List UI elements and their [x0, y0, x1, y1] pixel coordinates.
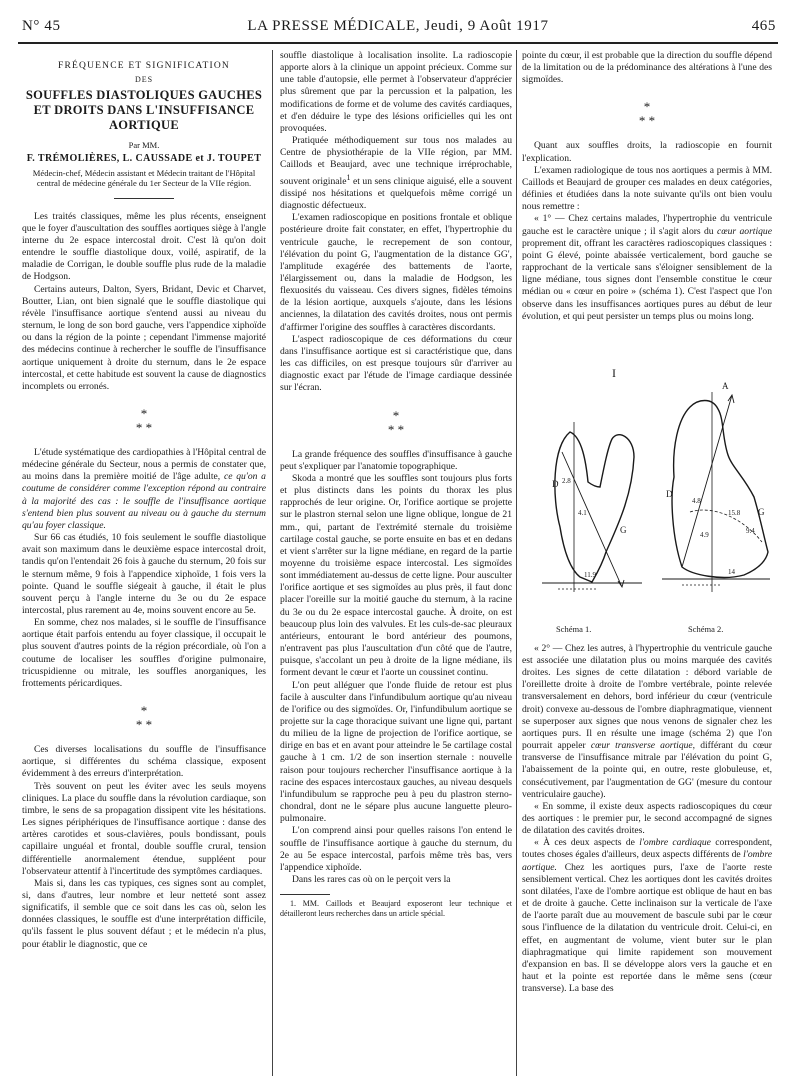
paragraph: « 2° — Chez les autres, à l'hypertrophie du ventricule gauche est associée une dilatation plus ou moins marquée des cavités droites. Les signes de cette dilatation : débord variable de l'oreillette droite à droite de l'ombre vertébrale, pointe relevée transversalement en dehors, bord inférieur du cœur (ventricule droit) convexe au-dessous de l'ombre diaphragmatique, viennent se superposer aux signes que nous venons de signaler chez les aortiques purs. Il en résulte une image (schéma 2) que l'on pourrait appeler cœur transverse aortique, différant du cœur transverse de l'insuffisance mitrale par l'élévation du point G, l'abaissement de la pointe qui, en outre, reste globuleuse, et, consécutivement, par l'augmentation de GG' (mesure du contour ventriculaire gauche).: [522, 642, 772, 800]
schema-measure: 2.8: [562, 476, 571, 485]
schema-measure: 4.8: [692, 496, 701, 505]
paragraph: L'étude systématique des cardiopathies à l'Hôpital central de médecine générale du Secteur, nous a permis de constater que, au moins dans la première moitié de l'âge adulte, ce qu'on a coutume de considérer comme l'exception répond au contraire à la majorité des cas : le souffle de l'insuffisance aortique s'entend bien plus souvent au niveau ou à gauche du sternum qu'au foyer classique.: [22, 446, 266, 531]
column-3: [522, 50, 772, 1076]
title-separator: [114, 198, 174, 199]
paragraph: souffle diastolique à localisation insolite. La radioscopie apporte alors à la clinique un appoint précieux. Comme sur une table d'autopsie, elle permet à l'observateur d'apprécier plus sûrement que par la percussion et la palpation, les modifications de forme et de volume des cavités cardiaques, et d'en déduire le type des lésions orificielles qui les ont provoquées.: [280, 50, 512, 134]
paragraph: L'examen radiologique de tous nos aortiques a permis à MM. Caillods et Beaujard de grouper ces malades en deux catégories, définies et étudiées dans la note suivante qu'ils ont bien voulu nous remettre :: [522, 164, 772, 213]
column-rule: [272, 50, 273, 1076]
article-affiliation: Médecin-chef, Médecin assistant et Médecin traitant de l'Hôpital central de médecine générale du 1er Secteur de la VIIe région.: [32, 167, 256, 188]
schema-1-label-g: G: [620, 524, 627, 535]
page-header: [18, 16, 778, 44]
schema-measure: 4.1: [578, 508, 587, 517]
paragraph: Pratiquée méthodiquement sur tous nos malades au Centre de physiothérapie de la VIIe région, par MM. Caillods et Beaujard, avec une technique irréprochable, souvent originale$^1$ et un sens clinique aiguisé, elle a souvent dissipé nos hésitations et quelquefois même corrigé un diagnostic défectueux.: [280, 135, 512, 212]
schema-measure: 4.9: [700, 530, 709, 539]
paragraph: Sur 66 cas étudiés, 10 fois seulement le souffle diastolique avait son maximum dans le deuxième espace intercostal droit, tandis qu'on l'entendait 26 fois à gauche du sternum, 20 fois sur le sternum même, 9 fois à l'appendice xiphoïde, 1 fois vers la pointe. Quand le souffle siégeait à gauche, il était le plus souvent perçu à l'angle interne du 3e ou du 2e espace intercostal, plus rarement au 4e, moins souvent encore au 5e.: [22, 532, 266, 616]
schema-measure: 14: [728, 567, 735, 576]
column-1: [22, 50, 266, 1076]
schema-2-label-a: A: [722, 380, 729, 391]
section-separator: * * *: [387, 407, 405, 437]
schema-2-caption: Schéma 2.: [688, 623, 724, 634]
article-kicker: FRÉQUENCE ET SIGNIFICATION: [58, 61, 230, 71]
paragraph: « En somme, il existe deux aspects radioscopiques du cœur des aortiques : le premier pur, le second accompagné de signes de dilatation des cavités droites.: [522, 800, 772, 837]
paragraph: « 1° — Chez certains malades, l'hypertrophie du ventricule gauche est le caractère unique ; il s'agit alors du cœur aortique proprement dit, offrant les caractères radioscopiques classiques : point G élevé, pointe abaissée verticalement, bord gauche se rapprochant de la verticale sans s'éloigner sensiblement de la ligne médiane, tous signes dont l'ensemble constitue le cœur médian ou « cœur en poire » (schéma 1). C'est l'aspect que l'on observe dans les insuffisances aortiques pures au début de leur évolution, et qui peut persister un temps plus ou moins long.: [522, 213, 772, 322]
heart-schema-drawing: [522, 337, 772, 637]
page-number: 465: [751, 18, 776, 34]
article-title: SOUFFLES DIASTOLIQUES GAUCHES ET DROITS DANS L'INSUFFISANCE AORTIQUE: [25, 88, 263, 133]
schema-2-label-g: G: [758, 506, 765, 517]
paragraph: Certains auteurs, Dalton, Syers, Bridant, Devic et Charvet, Boutter, Lian, ont bien signalé que le souffle diastolique qui révèle l'insuffisance aortique s'entend aussi au niveau du sternum, le long de son bord gauche, vers l'appendice xiphoïde ou dans la région de la pointe ; cependant l'immense majorité des médecins continue à rechercher le souffle de l'insuffisance aortique uniquement à droite du sternum, dans le 2e espace intercostal, et cette habitude est souvent la cause de diagnostics incomplets ou erronés.: [22, 283, 266, 392]
paragraph: Très souvent on peut les éviter avec les seuls moyens cliniques. La place du souffle dans la révolution cardiaque, son timbre, le sens de sa propagation dissipent vite les hésitations. Les signes périphériques de l'insuffisance aortique : danse des artères carotides et sous-clavières, pouls bondissant, pouls capillaire unguéal et frontal, double souffle crural, tension différentielle anormalement étendue, suppléent pour l'observateur attentif à l'incertitude des symptômes cardiaques.: [22, 780, 266, 877]
paragraph: « À ces deux aspects de l'ombre cardiaque correspondent, toutes choses égales d'ailleurs, deux aspects différents de l'ombre aortique. Chez les aortiques purs, l'axe de l'aorte reste sensiblement vertical. Chez les aortiques dont les cavités droites sont dilatées, l'axe de l'ombre aortique est oblique de haut en bas et de droite à gauche. Cette inclinaison sur la verticale de l'axe de l'aorte paraît due au mouvement de bascule subi par le cœur sous l'influence de la dilatation du ventricule droit. Celui-ci, en effet, en augmentant de volume, vient buter sur le plan diaphragmatique qui limite rapidement son mouvement d'expansion en bas. Il se développe alors vers la gauche et en haut et la pointe est reportée dans le même sens (cœur transverse). La base des: [522, 837, 772, 995]
column-rule: [516, 50, 517, 1076]
schema-1-caption: Schéma 1.: [556, 623, 592, 634]
paragraph: L'aspect radioscopique de ces déformations du cœur dans l'insuffisance aortique est si caractéristique que, dans les cas difficiles, on est presque toujours sûr d'arriver au diagnostic exact par l'étude de l'image cardiaque dessinée sur l'écran.: [280, 333, 512, 394]
schema-roman-numeral: I: [612, 365, 616, 380]
schema-2-diagonal: [682, 395, 734, 567]
section-separator: * * *: [638, 99, 656, 129]
paragraph: L'examen radioscopique en positions frontale et oblique postérieure droite fait constater, en effet, l'hypertrophie du ventricule gauche, le recrepement de son contour, l'élévation du point G, l'augmentation de la distance GG', l'amplitude exagérée des battements de l'aorte, l'élargissement ou, dans la maladie de Hodgson, les flexuosités du vaisseau. Ces divers signes, fidèles témoins de la lésion aortique, auxquels s'ajoute, dans les lésions anciennes, la dilatation des cavités droites, nous ont permis d'affirmer l'origine des souffles à caractères discordants.: [280, 212, 512, 333]
paragraph: La grande fréquence des souffles d'insuffisance à gauche peut s'expliquer par l'anatomie topographique.: [280, 448, 512, 472]
section-separator: * * *: [135, 703, 153, 733]
footnote-rule: [280, 894, 330, 895]
schema-measure: 11.9: [584, 570, 596, 579]
paragraph: Mais si, dans les cas typiques, ces signes sont au complet, si, dans d'autres, leur nombre et leur netteté sont assez significatifs, il semble que ce soit dans les cas où, selon les données classiques, le souffle est d'une interprétation difficile, qu'ils fassent le plus souvent défaut ; et le médecin n'a plus, pour établir le diagnostic, que ce: [22, 877, 266, 950]
schema-1-label-d: D: [552, 478, 559, 489]
paragraph: En somme, chez nos malades, si le souffle de l'insuffisance aortique était parfois entendu au foyer classique, il occupait le plus souvent d'autres points de la région précordiale, où l'on a coutume de localiser les souffles d'origine pulmonaire, tricuspidienne ou mitrale, les souffles anorganiques, les frottements péricardiques.: [22, 617, 266, 689]
issue-number: N° 45: [22, 18, 61, 34]
journal-title: LA PRESSE MÉDICALE, Jeudi, 9 Août 1917: [247, 18, 549, 34]
article-par: Par MM.: [128, 140, 160, 151]
section-separator: * * *: [135, 405, 153, 435]
paragraph: Skoda a montré que les souffles sont toujours plus forts et plus distincts dans les points du thorax les plus rapprochés de leur origine. Or, l'orifice aortique se projette sur le plastron sternal selon une ligne oblique, longue de 21 mm., qui, partant de l'extrémité sternale du troisième cartilage costal gauche, se porte ensuite en bas et en dedans et vient s'arrêter sur la ligne médiane, en regard de la partie moyenne du troisième espace intercostal. Les sigmoïdes sont immédiatement au-dessus de cette ligne. Pour ausculter l'orifice aortique et ses sigmoïdes au plus près, il faut donc placer l'oreille sur la moitié gauche du sternum, à la racine du 3e ou du 2e espace intercostal gauche. À droite, on est beaucoup plus loin des valvules. Et les culs-de-sac pleuraux antérieurs, entourant le bord antérieur des poumons, n'entravent pas plus l'auscultation d'un côté que de l'autre, puisque, s'accolant un peu à droite de la ligne médiane, ils forment devant le cœur et l'aorte un coussinet continu.: [280, 472, 512, 679]
paragraph: L'on comprend ainsi pour quelles raisons l'on entend le souffle de l'insuffisance aortique à gauche du sternum, du 2e au 5e espace intercostal, parfois même très bas, vers l'appendice xiphoïde.: [280, 825, 512, 873]
schema-measure: 15.8: [728, 508, 741, 517]
schema-measure: 9.4: [746, 526, 755, 535]
heart-schema-figure: [522, 337, 772, 637]
paragraph: pointe du cœur, il est probable que la direction du souffle dépend de la limitation ou de la prédominance des altérations à l'une des sigmoïdes.: [522, 50, 772, 86]
paragraph: Quant aux souffles droits, la radioscopie en fournit l'explication.: [522, 140, 772, 164]
paragraph: L'on peut alléguer que l'onde fluide de retour est plus facile à ausculter dans l'infundibulum aortique qu'au niveau de l'orifice ou des sigmoïdes. Or, l'infundibulum aortique se projette sur la cage thoracique suivant une ligne qui, partant du milieu de la ligne de projection de l'orifice aortique, se dirige en bas et en avant pour atteindre le 5e cartilage costal gauche à 1 cm. 1/2 de son insertion sternale : nouvelle raison pour toujours rechercher l'insuffisance aortique à la racine des espaces intercostaux gauches, au niveau desquels l'infundibulum se rapproche peu à peu du plastron sterno-chondral, dont ne le sépare plus aucune languette pleuro-pulmonaire.: [280, 679, 512, 825]
footnote: 1. MM. Caillods et Beaujard exposeront leur technique et détailleront leurs recherches dans un article spécial.: [280, 899, 512, 919]
paragraph: Les traités classiques, même les plus récents, enseignent que le foyer d'auscultation des souffles aortiques siège à l'angle interne du 2e espace intercostal droit. C'est là qu'on doit entendre le souffle diastolique doux, voilé, aspiratif, de la maladie de Corrigan, le double souffle plus rude de la maladie de Hodgson.: [22, 210, 266, 283]
paragraph: Ces diverses localisations du souffle de l'insuffisance aortique, si différentes du schéma classique, exposent évidemment à des erreurs d'interprétation.: [22, 744, 266, 780]
paragraph: Dans les rares cas où on le perçoit vers la: [292, 874, 451, 886]
article-authors: F. TRÉMOLIÈRES, L. CAUSSADE et J. TOUPET: [26, 153, 262, 165]
schema-1-outline: [555, 432, 634, 582]
column-2: [280, 50, 512, 1076]
schema-2-label-d: D: [666, 488, 673, 499]
article-des: DES: [134, 75, 154, 85]
